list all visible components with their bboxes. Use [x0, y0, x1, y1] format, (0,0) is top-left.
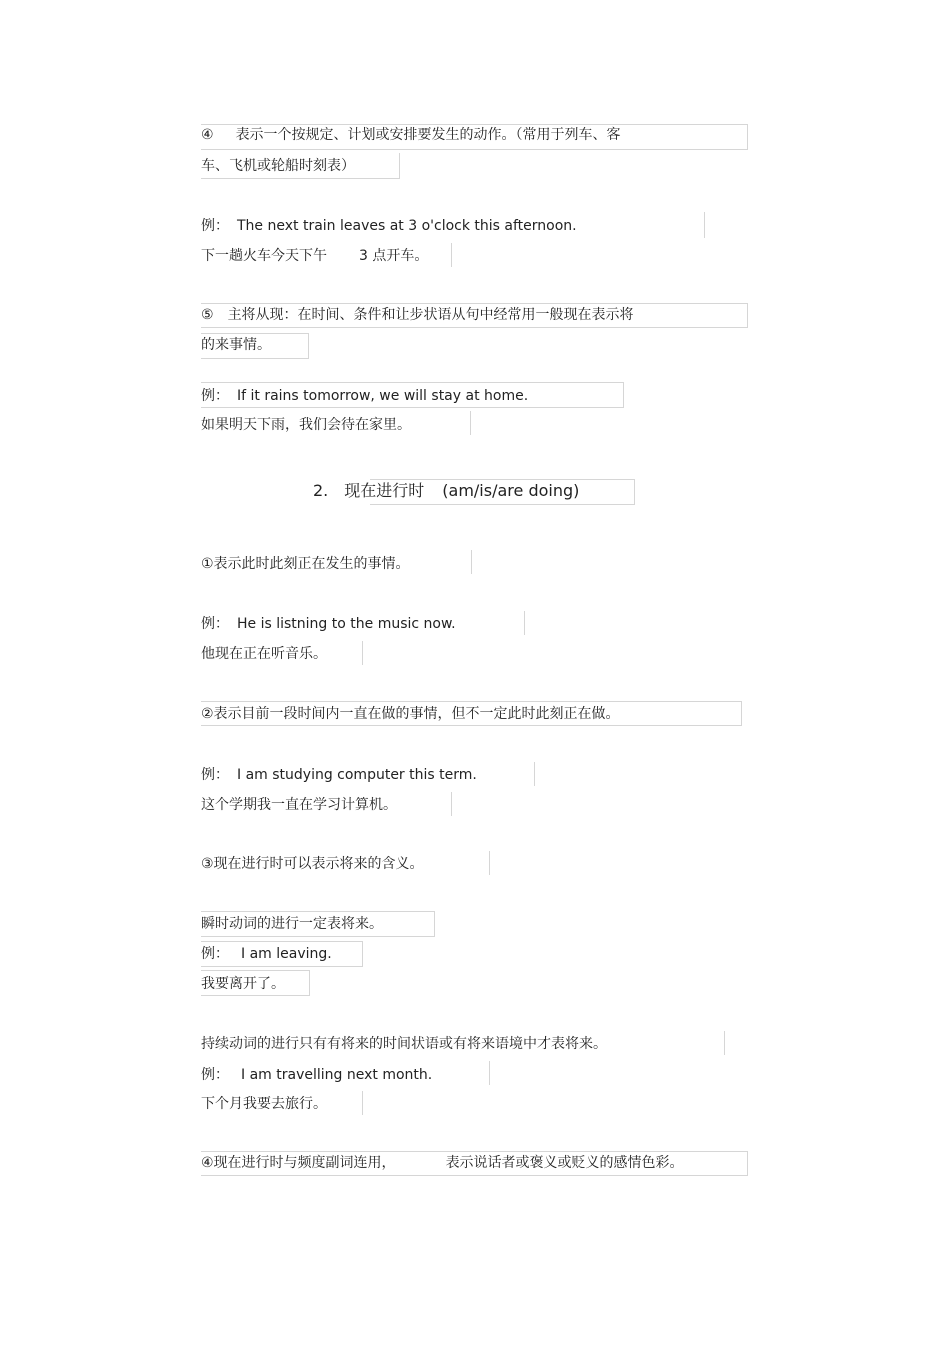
item3-line: ③现在进行时可以表示将来的含义。	[201, 856, 424, 872]
example-label: 例：	[201, 218, 229, 234]
item5-line	[201, 306, 634, 324]
item5-continuation: 的来事情。	[201, 337, 271, 353]
heading-title: 现在进行时	[344, 481, 425, 500]
item-marker: ④	[201, 127, 214, 143]
item3-sub1: 瞬时动词的进行一定表将来。	[201, 916, 383, 932]
example-line	[201, 217, 577, 235]
item3-sub2: 持续动词的进行只有有将来的时间状语或有将来语境中才表将来。	[201, 1036, 607, 1052]
cell-border	[362, 1091, 363, 1115]
example-label: 例：	[201, 388, 229, 404]
example-translation: 这个学期我一直在学习计算机。	[201, 797, 397, 813]
item-marker: ⑤	[201, 307, 214, 323]
example-line	[201, 945, 332, 963]
example-line	[201, 387, 528, 405]
example-line	[201, 766, 477, 784]
cell-border	[704, 212, 705, 238]
example-translation: 如果明天下雨，我们会待在家里。	[201, 417, 411, 433]
example-english: He is listning to the music now.	[237, 616, 456, 632]
item2-line: ②表示目前一段时间内一直在做的事情，但不一定此时此刻正在做。	[201, 706, 620, 722]
example-translation: 下一趟火车今天下午 3 点开车。	[201, 248, 429, 264]
cell-border	[471, 550, 472, 574]
cell-border	[524, 611, 525, 635]
example-english: If it rains tomorrow, we will stay at home.	[237, 388, 529, 404]
cell-border	[724, 1031, 725, 1055]
item4-text: 表示一个按规定、计划或安排要发生的动作。（常用于列车、客	[235, 127, 621, 143]
example-english: I am travelling next month.	[241, 1067, 433, 1083]
item4-continuation: 车、飞机或轮船时刻表）	[201, 158, 355, 174]
item4-line	[201, 126, 621, 144]
cell-border	[451, 792, 452, 816]
example-label: 例：	[201, 616, 229, 632]
example-translation: 我要离开了。	[201, 976, 285, 992]
example-line	[201, 615, 456, 633]
section-heading	[313, 481, 579, 501]
cell-border	[534, 762, 535, 786]
example-english: The next train leaves at 3 o'clock this afternoon.	[237, 218, 577, 234]
example-label: 例：	[201, 1067, 229, 1083]
item5-text: 主将从现：在时间、条件和让步状语从句中经常用一般现在表示将	[227, 307, 634, 323]
example-english: I am leaving.	[241, 946, 332, 962]
heading-number: 2.	[313, 481, 329, 500]
cell-border	[451, 243, 452, 267]
cell-border	[362, 641, 363, 665]
example-translation: 下个月我要去旅行。	[201, 1096, 327, 1112]
example-label: 例：	[201, 767, 229, 783]
example-line	[201, 1066, 432, 1084]
cell-border	[489, 851, 490, 875]
heading-form: (am/is/are doing)	[442, 481, 580, 500]
item1-line: ①表示此时此刻正在发生的事情。	[201, 556, 410, 572]
example-translation: 他现在正在听音乐。	[201, 646, 327, 662]
cell-border	[470, 411, 471, 435]
example-english: I am studying computer this term.	[237, 767, 477, 783]
item4-line: ④现在进行时与频度副词连用， 表示说话者或褒义或贬义的感情色彩。	[201, 1155, 684, 1171]
example-label: 例：	[201, 946, 229, 962]
cell-border	[489, 1061, 490, 1085]
